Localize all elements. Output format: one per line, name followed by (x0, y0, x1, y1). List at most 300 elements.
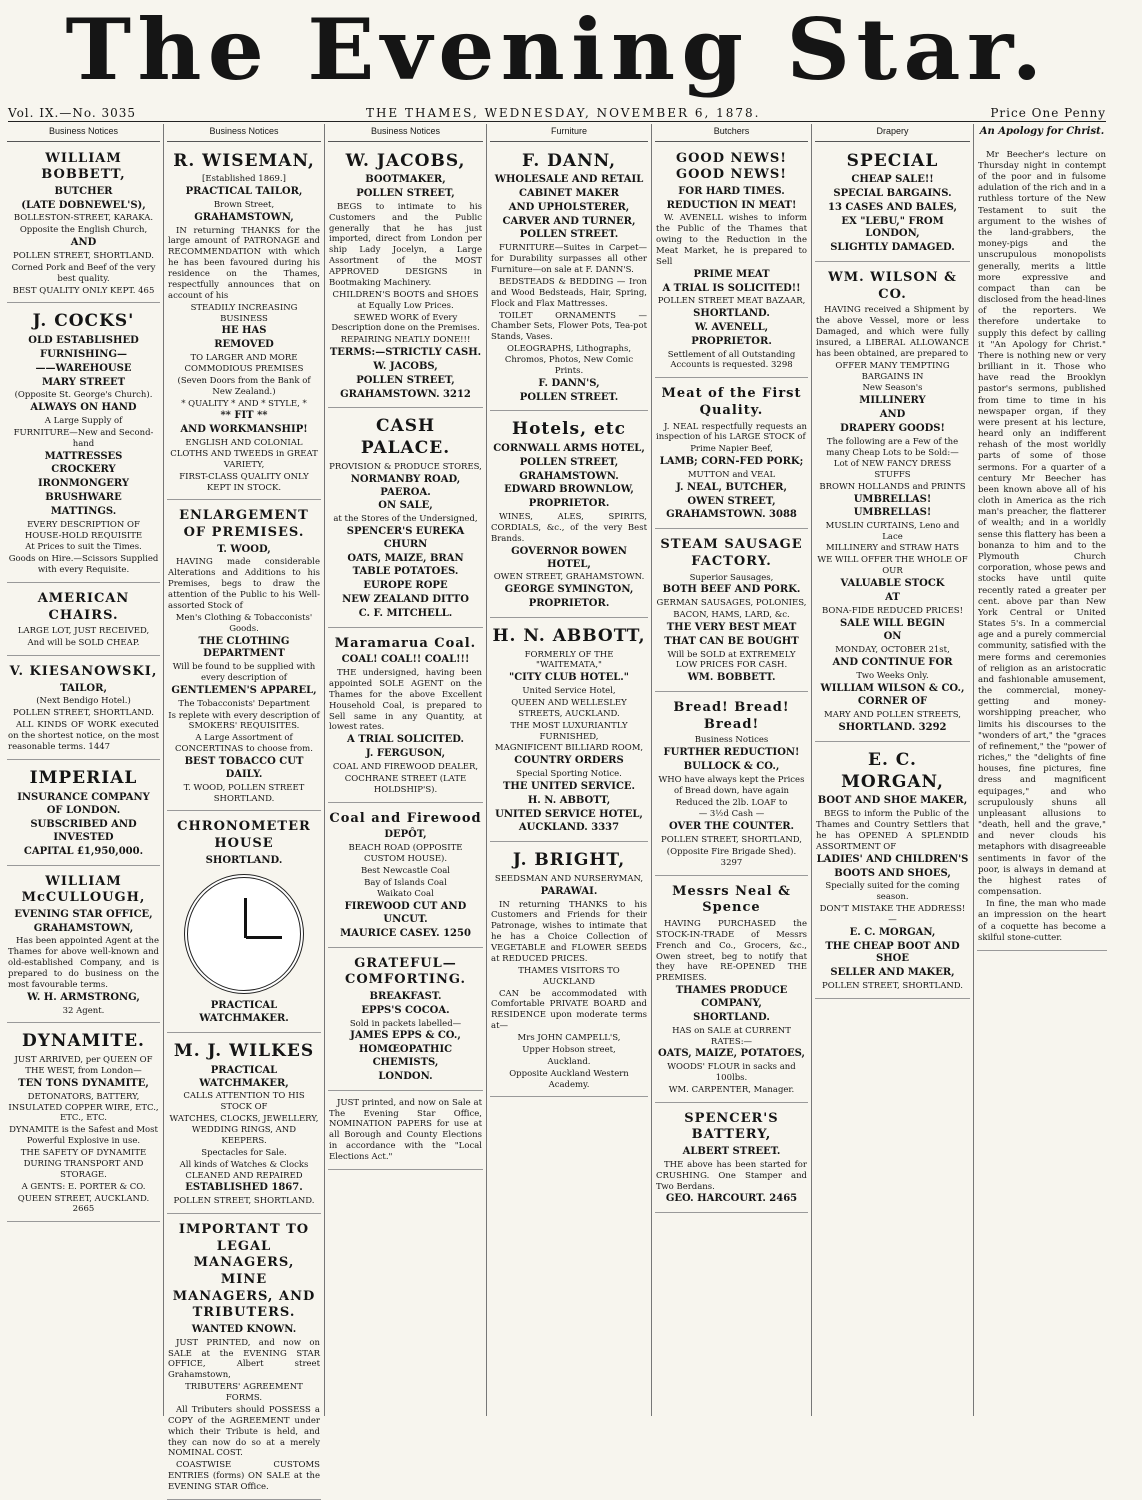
column-header: Furniture (490, 124, 648, 142)
ad-line: Men's Clothing & Tobacconists' Goods. (175, 612, 313, 634)
ad-line: (Opposite St. George's Church). (14, 390, 153, 401)
ad-line: The following are a Few of the many Cheap Lots to be Sold:— (826, 436, 959, 458)
ad-line: NEW ZEALAND DITTO (342, 594, 469, 606)
ad-line: COAL AND FIREWOOD DEALER, (332, 761, 479, 772)
ad-line: WATCHES, CLOCKS, JEWELLERY, WEDDING RINGS, AND KEEPERS. (169, 1114, 319, 1146)
ad-line: MATTINGS. (50, 505, 117, 517)
ad-line: JAMES EPPS & CO., (350, 1030, 461, 1042)
ad-line: POLLEN STREET MEAT BAZAAR, (657, 296, 806, 307)
ad-line: VALUABLE STOCK (840, 578, 945, 590)
ad-line: CORNWALL ARMS HOTEL, (493, 443, 645, 455)
ad-line: Spectacles for Sale. (201, 1147, 287, 1158)
ad-line: A TRIAL IS SOLICITED!! (662, 282, 801, 294)
ad-line: FORMERLY OF THE "WAITEMATA," (524, 649, 614, 671)
ad-line: QUEEN AND WELLESLEY STREETS, AUCKLAND. (511, 697, 627, 719)
ad-line: THE above has been started for CRUSHING. One Stamper and Two Berdans. (656, 1159, 807, 1192)
ad-line: BUTCHER (54, 185, 113, 197)
ad-line: And will be SOLD CHEAP. (27, 638, 140, 649)
advertisement (655, 532, 808, 692)
ad-title: STEAM SAUSAGE FACTORY. (660, 537, 803, 569)
ad-title: E. C. MORGAN, (841, 749, 944, 792)
ad-line: REMOVED (214, 339, 274, 351)
ad-title: M. J. WILKES (173, 1041, 315, 1062)
ad-line: Prime Napier Beef, (690, 444, 773, 455)
ad-title: J. BRIGHT, (512, 850, 626, 871)
ad-line: POLLEN STREET, (519, 456, 619, 468)
ad-line: EVENING STAR OFFICE, (14, 908, 153, 920)
ad-line: Mr Beecher's lecture on Thursday night in contempt of the poor and in fulsome adulation of the rich and in a ruthless torture of the New Testament to suit the argument to the wishes of the land-grabbers, the money-pigs and the unscrupulous monopolists generally, merits a little more expressive and compact than can be disclosed from the head-lines of the reporters. We therefore undertake to supply this defect by calling it "An Apology for Christ." There is nothing new or very brilliant in it. Those who have read the Brooklyn pastor's sermons, published from time to time in his newspaper organ, if they were present at his lecture, heard only an indifferent rehash of the most worldly parts of some of those sermons. For a quarter of a century Mr Beecher has been known above all of his cloth in America as the rich man's preacher, the flatterer of wealth; and in a worldly sense this flattery has been a bonanza to him and to the Plymouth Church corporation, whose pews and stocks have until quite recently rated a greater per cent. above par than New York Central or United States 5's. In a commercial age and a purely commercial community, satisfied with the mere forms and ceremonies of religion as an aristocratic and fashionable amusement, the commercial, money-getting and money-worshipping preacher, who limits his discourses to the "wonders of art," the "graces of refinement," the "power of riches," the "delights of fine houses, fine pictures, fine dress and magnificent equipages," and who scrupulously shuns all unpleasant allusions to "death, hell and the grave," and never clouds his metaphors with disagreeable sentiments in favor of the poor, is always in demand at the highest rates of compensation. (978, 149, 1106, 898)
ad-line: The Tobacconists' Department (178, 698, 310, 709)
ad-line: ALWAYS ON HAND (30, 402, 137, 414)
ad-line: ——WAREHOUSE (35, 362, 132, 374)
ad-line: W. JACOBS, (373, 361, 438, 373)
ad-line: W. H. ARMSTRONG, (27, 991, 140, 1003)
ad-line: (Next Bendigo Hotel.) (36, 696, 131, 707)
column-header: Business Notices (7, 124, 160, 142)
ad-line: GRAHAMSTOWN. (519, 470, 619, 482)
ad-line: TOILET ORNAMENTS — Chamber Sets, Flower Pots, Tea-pot Stands, Vases. (491, 310, 647, 343)
ad-line: Opposite the English Church, (19, 225, 148, 236)
column-header: Business Notices (167, 124, 321, 142)
advertisement (328, 631, 483, 803)
columns-container (4, 124, 1110, 1493)
ad-line: Sold in packets labelled— (349, 1018, 462, 1029)
ad-line: 13 CASES AND BALES, (828, 201, 957, 213)
ad-line: J. FERGUSON, (365, 748, 446, 760)
column-header: Drapery (815, 124, 970, 142)
ad-line: SALE WILL BEGIN (840, 617, 945, 629)
ad-line: GENTLEMEN'S APPAREL, (171, 684, 317, 696)
ad-line: LONDON. (378, 1070, 433, 1082)
ad-line: BOOT AND SHOE MAKER, (817, 795, 968, 807)
ad-line: MATTRESSES (44, 450, 123, 462)
ad-line: Is replete with every description of SMOKERS' REQUISITES. (168, 710, 320, 732)
ad-line: CAPITAL £1,950,000. (23, 845, 144, 857)
ad-title: SPENCER'S BATTERY, (684, 1110, 779, 1143)
ad-line: Lot of NEW FANCY DRESS STUFFS (833, 459, 952, 481)
column-header: Business Notices (328, 124, 483, 142)
ad-line: PROPRIETOR. (691, 335, 772, 347)
ad-line: BEST QUALITY ONLY KEPT. 465 (12, 285, 155, 296)
ad-line: WHOLESALE AND RETAIL (494, 174, 644, 186)
ad-line: CHEAP SALE!! (851, 174, 934, 186)
ad-line: TAILOR, (60, 682, 107, 694)
ad-line: Special Sporting Notice. (516, 769, 622, 780)
ad-line: NORMANBY ROAD, PAEROA. (350, 473, 461, 498)
advertisement (7, 869, 160, 1024)
ad-title: W. JACOBS, (345, 150, 466, 171)
ad-title: DYNAMITE. (22, 1031, 145, 1052)
ad-line: POLLEN STREET, SHORTLAND, (660, 835, 802, 846)
ad-line: REDUCTION IN MEAT! (666, 199, 797, 211)
ad-title: R. WISEMAN, (173, 150, 315, 171)
ad-line: In fine, the man who made an impression on the heart of a coquette has become a skilful stone-cutter. (978, 899, 1106, 943)
ad-line: THE SAFETY OF DYNAMITE DURING TRANSPORT AND STORAGE. (20, 1148, 147, 1180)
ad-line: F. DANN'S, (538, 377, 600, 389)
ad-title: WILLIAM BOBBETT, (41, 150, 126, 183)
ad-line: OVER THE COUNTER. (668, 821, 795, 833)
ad-line: ALL KINDS OF WORK executed on the shortest notice, on the most reasonable terms. 1447 (8, 720, 159, 752)
advertisement (328, 411, 483, 627)
ad-line: ALBERT STREET. (682, 1146, 781, 1158)
ad-title: CHRONOMETER HOUSE (177, 819, 311, 852)
ad-line: All Tributers should POSSESS a COPY of the AGREEMENT under which their Tribute is held, and they can now do so at a merely NOMINAL COST. (168, 1404, 320, 1459)
ad-line: W. AVENELL wishes to inform the Public of the Thames that owing to the Reduction in the Meat Market, he is prepared to Sell (656, 213, 807, 267)
ad-line: THAMES PRODUCE COMPANY, (675, 985, 788, 1010)
ad-line: TABLE POTATOES. (352, 566, 459, 578)
ad-title: H. N. ABBOTT, (492, 625, 646, 646)
ad-line: (Seven Doors from the Bank of New Zealand.) (177, 375, 311, 397)
advertisement (815, 265, 970, 742)
ad-line: Has been appointed Agent at the Thames for above well-known and old-established Company, and is prepared to do business on the most favourable terms. (8, 936, 159, 990)
ad-title: Meat of the First Quality. (661, 386, 802, 418)
volume-number: Vol. IX.—No. 3035 (8, 105, 137, 120)
price: Price One Penny (990, 105, 1106, 120)
ad-line: EUROPE ROPE (363, 580, 448, 592)
column-7 (974, 124, 1110, 1416)
ad-line: CORNER OF (857, 696, 928, 708)
ad-line: BONA-FIDE REDUCED PRICES! (821, 605, 964, 616)
ad-title: F. DANN, (521, 150, 617, 171)
ad-line: ESTABLISHED 1867. (185, 1182, 303, 1194)
ad-title: CASH PALACE. (360, 416, 451, 459)
ad-line: POLLEN STREET. (519, 391, 619, 403)
advertisement (815, 745, 970, 999)
ad-line: SHORTLAND. (693, 308, 770, 320)
ad-line: BEGS to intimate to his Customers and the Public generally that he has just imported, direct from London per ship Lady Jocelyn, a Large Assortment of the MOST APPROVED DESIGNS in Bootmaking Machinery. (329, 201, 482, 288)
ad-line: WHO have always kept the Prices of Bread down, have again (658, 774, 805, 796)
ad-line: QUEEN STREET, AUCKLAND. 2665 (17, 1193, 150, 1215)
ad-line: AND UPHOLSTERER, (508, 201, 630, 213)
advertisement (328, 146, 483, 409)
ad-title: GOOD NEWS! GOOD NEWS! (675, 150, 788, 183)
ad-line: UMBRELLAS! UMBRELLAS! (853, 494, 932, 518)
ad-line: ENGLISH AND COLONIAL CLOTHS AND TWEEDS in GREAT VARIETY, (170, 438, 318, 470)
ad-line: JUST ARRIVED, per QUEEN OF THE WEST, from London— (14, 1055, 153, 1077)
ad-line: FURNITURE—New and Second-hand (13, 427, 154, 449)
column-1 (4, 124, 164, 1416)
ad-title: AMERICAN CHAIRS. (37, 591, 130, 623)
ad-line: SLIGHTLY DAMAGED. (830, 242, 955, 254)
ad-line: HAVING received a Shipment by the above Vessel, more or less Damaged, and which were fully insured, a LIBERAL ALLOWANCE has been obtained, are prepared to (816, 305, 969, 359)
ad-line: BOOTMAKER, (365, 174, 446, 186)
ad-line: SEWED WORK of Every Description done on the Premises. (331, 312, 480, 334)
ad-line: Best Newcastle Coal (361, 865, 450, 876)
ad-line: W. AVENELL, (694, 322, 769, 333)
ad-line: PROVISION & PRODUCE STORES, (329, 461, 482, 472)
ad-line: POLLEN STREET, SHORTLAND. (821, 980, 963, 991)
ad-line: DON'T MISTAKE THE ADDRESS!— (819, 904, 966, 925)
ad-line: EDWARD BROWNLOW, (504, 484, 634, 496)
ad-line: TERMS:—STRICTLY CASH. (329, 347, 482, 359)
ad-line: HAVING PURCHASED the STOCK-IN-TRADE of Messrs French and Co., Grocers, &c., Owen street, beg to notify that they have RE-OPENED THE PREMISES. (656, 918, 807, 984)
ad-line: Reduced the 2lb. LOAF to (675, 797, 788, 808)
ad-line: AT (885, 591, 900, 603)
newspaper-title: The Evening Star. (65, 0, 1049, 99)
advertisement (490, 146, 648, 412)
ad-line: SELLER AND MAKER, (830, 967, 955, 979)
ad-line: United Service Hotel, (522, 686, 616, 697)
ad-line: IN returning THANKS for the large amount of PATRONAGE and RECOMMENDATION with which he has been favoured during his residence on the Thames, respectfully announces that on account of his (168, 225, 320, 301)
ad-line: COCHRANE STREET (LATE HOLDSHIP'S). (344, 773, 467, 795)
ad-line: SEEDSMAN AND NURSERYMAN, (494, 873, 644, 884)
ad-line: DRAPERY GOODS! (840, 422, 945, 434)
ad-line: BREAKFAST. (369, 990, 442, 1002)
advertisement (7, 146, 160, 304)
ad-line: Upper Hobson street, (522, 1044, 616, 1055)
advertisement (167, 1036, 321, 1214)
ad-line: AND CONTINUE FOR (832, 656, 953, 668)
ad-line: BOOTS AND SHOES, (834, 867, 951, 879)
ad-line: SHORTLAND. (693, 1011, 770, 1023)
advertisement (655, 1106, 808, 1213)
ad-line: AND WORKMANSHIP! (180, 424, 308, 436)
ad-title: J. COCKS' (32, 311, 135, 332)
column-3 (325, 124, 487, 1416)
ad-line: GRAHAMSTOWN. 3088 (666, 509, 797, 521)
ad-line: Corned Pork and Beef of the very best quality. (11, 262, 156, 284)
ad-line: "CITY CLUB HOTEL." (509, 672, 629, 684)
ad-line: OFFER MANY TEMPTING BARGAINS IN (835, 360, 950, 382)
advertisement (655, 381, 808, 529)
advertisement (655, 879, 808, 1103)
ad-line: OF LONDON. (46, 805, 121, 817)
ad-line: SPECIAL BARGAINS. (833, 188, 952, 200)
ad-line: PRIME MEAT (693, 268, 770, 280)
advertisement (815, 146, 970, 263)
ad-line: ** FIT ** (220, 410, 268, 422)
ad-title: V. KIESANOWSKI, (9, 664, 158, 679)
ad-line: — 3½d Cash — (698, 809, 765, 820)
ad-line: WILLIAM WILSON & CO., (820, 682, 965, 694)
ad-line: WM. CARPENTER, Manager. (668, 1084, 795, 1095)
ad-line: FURTHER REDUCTION! (663, 747, 800, 759)
ad-line: At Prices to suit the Times. (25, 542, 142, 553)
ad-title: Bread! Bread! Bread! (673, 700, 790, 732)
ad-line: CABINET MAKER (519, 188, 619, 200)
advertisement (7, 763, 160, 866)
column-5 (652, 124, 812, 1416)
advertisement (7, 586, 160, 656)
ad-line: A Large Assortment of CONCERTINAS to choose from. (175, 733, 313, 755)
ad-line: OWEN STREET, (687, 495, 776, 507)
ad-line: GRAHAMSTOWN, (194, 211, 294, 223)
ad-line: BEST TOBACCO CUT DAILY. (184, 756, 304, 780)
advertisement (7, 306, 160, 583)
ad-line: LARGE LOT, JUST RECEIVED, (17, 626, 150, 637)
ad-line: GEO. HARCOURT. 2465 (665, 1193, 798, 1205)
ad-line: AND (70, 237, 97, 249)
ad-line: BULLOCK & CO., (683, 761, 780, 773)
ad-line: Auckland. (547, 1056, 591, 1067)
ad-line: SPENCER'S EUREKA CHURN (346, 526, 465, 550)
ad-line: FURNITURE—Suites in Carpet—for Durability surpasses all other Furniture—on sale at F. DANN'S. (491, 243, 647, 275)
ad-line: TRIBUTERS' AGREEMENT FORMS. (185, 1382, 303, 1404)
ad-line: PROPRIETOR. (528, 597, 610, 609)
ad-line: E. C. MORGAN, (849, 926, 936, 938)
ad-line: OATS, MAIZE, BRAN (347, 552, 464, 564)
ad-line: * QUALITY * AND * STYLE, * (181, 398, 307, 409)
ad-line: CHILDREN'S BOOTS and SHOES at Equally Low Prices. (332, 289, 479, 311)
ad-title: ENLARGEMENT OF PREMISES. (179, 508, 309, 541)
ad-line: Mrs JOHN CAMPELL'S, (517, 1033, 621, 1044)
ad-line: GRAHAMSTOWN. 3212 (340, 388, 471, 400)
ad-line: MILLINERY (859, 395, 926, 407)
ad-line: PRACTICAL WATCHMAKER, (199, 1064, 289, 1089)
advertisement (167, 814, 321, 1033)
ad-line: A GENTS: E. PORTER & CO. (21, 1181, 146, 1192)
ad-title: Messrs Neal & Spence (672, 883, 791, 916)
ad-title: IMPORTANT TO LEGAL MANAGERS, MINE MANAGERS, AND TRIBUTERS. (172, 1222, 316, 1321)
advertisement (490, 414, 648, 617)
ad-line: Opposite Auckland Western Academy. (509, 1068, 629, 1090)
ad-line: BOLLESTON-STREET, KARAKA. (13, 213, 154, 224)
ad-line: T. WOOD, POLLEN STREET SHORTLAND. (183, 782, 305, 804)
ad-line: FIRST-CLASS QUALITY ONLY KEPT IN STOCK. (179, 471, 309, 493)
ad-line: BROWN HOLLANDS and PRINTS (819, 482, 966, 493)
advertisement (7, 659, 160, 760)
ad-line: BEACH ROAD (OPPOSITE CUSTOM HOUSE). (348, 842, 463, 864)
ad-line: HAS on SALE at CURRENT RATES:— (672, 1025, 791, 1047)
column-2 (164, 124, 325, 1493)
ad-line: FIREWOOD CUT AND UNCUT. (344, 901, 467, 926)
ad-line: EVERY DESCRIPTION OF HOUSE-HOLD REQUISITE (24, 519, 143, 541)
ad-line: A TRIAL SOLICITED. (346, 734, 465, 746)
clock-icon (184, 874, 304, 994)
ad-line: (LATE DOBNEWEL'S), (21, 199, 146, 211)
ad-line: POLLEN STREET, (356, 188, 455, 200)
ad-line: PROPRIETOR. (528, 498, 610, 510)
ad-line: IRONMONGERY (37, 478, 130, 490)
ad-title: WM. WILSON & CO. (828, 270, 957, 302)
ad-line: POLLEN STREET. (519, 229, 619, 241)
ad-line: TEN TONS DYNAMITE, (18, 1077, 149, 1089)
ad-line: CROCKERY (51, 464, 116, 476)
ad-line: WM. BOBBETT. (687, 672, 776, 684)
ad-line: JUST printed, and now on Sale at The Evening Star Office, NOMINATION PAPERS for use at all Borough and County Elections in accordance with the "Local Elections Act." (329, 1097, 482, 1162)
advertisement (328, 806, 483, 948)
ad-line: PARAWAI. (540, 885, 598, 897)
ad-line: [Established 1869.] (202, 174, 286, 185)
ad-line: THE undersigned, having been appointed SOLE AGENT on the Thames for the above Excellent Household Coal, is prepared to Sell same in any Quantity, at lowest rates. (329, 668, 482, 733)
advertisement (167, 146, 321, 501)
ad-line: POLLEN STREET, SHORTLAND. (173, 1196, 315, 1207)
ad-line: OLD ESTABLISHED (28, 335, 139, 347)
ad-line: FURNISHING— (40, 348, 127, 360)
ad-line: at the Stores of the Undersigned, (333, 514, 478, 525)
dateline-bar (8, 104, 1106, 122)
ad-line: PRACTICAL TAILOR, (185, 186, 303, 198)
ad-line: MAURICE CASEY. 1250 (340, 927, 471, 939)
ad-line: STEADILY INCREASING BUSINESS (190, 302, 298, 324)
ad-line: J. NEAL respectfully requests an inspection of his LARGE STOCK of (656, 421, 807, 443)
column-header: An Apology for Christ. (979, 126, 1105, 137)
ad-line: MONDAY, OCTOBER 21st, (835, 645, 950, 656)
ad-line: BACON, HAMS, LARD, &c. (673, 610, 790, 621)
advertisement (328, 951, 483, 1091)
advertisement (167, 503, 321, 811)
ad-line: All kinds of Watches & Clocks CLEANED AND REPAIRED (179, 1159, 309, 1181)
ad-line: Settlement of all Outstanding Accounts is requested. 3298 (667, 349, 796, 371)
ad-line: HE HAS (221, 325, 267, 337)
advertisement (655, 146, 808, 379)
ad-line: 32 Agent. (62, 1005, 105, 1016)
dateline: THE THAMES, WEDNESDAY, NOVEMBER 6, 1878. (365, 105, 761, 120)
advertisement (655, 695, 808, 876)
ad-title: Hotels, etc (512, 419, 626, 440)
ad-line: Will be found to be supplied with every description of (172, 662, 316, 684)
ad-line: LADIES' AND CHILDREN'S (816, 853, 969, 865)
ad-line: T. WOOD, (217, 543, 271, 555)
column-header: Butchers (655, 124, 808, 142)
ad-line: GERMAN SAUSAGES, POLONIES, (656, 598, 807, 609)
ad-title: Maramarua Coal. (334, 635, 477, 651)
ad-line: J. NEAL, BUTCHER, (676, 481, 787, 493)
ad-line: THAT CAN BE BOUGHT (664, 635, 799, 647)
ad-line: AUCKLAND. 3337 (518, 822, 620, 834)
advertisement (167, 1217, 321, 1500)
ad-line: OWEN STREET, GRAHAMSTOWN. (493, 572, 645, 583)
ad-line: MILLINERY and STRAW HATS (825, 543, 960, 554)
ad-line: BEDSTEADS & BEDDING — Iron and Wood Bedsteads, Hair, Spring, Flock and Flax Mattresses. (491, 276, 647, 309)
ad-line: CAN be accommodated with Comfortable PRIVATE BOARD and RESIDENCE upon moderate terms at— (491, 988, 647, 1032)
column-6 (812, 124, 974, 1416)
ad-line: LAMB; CORN-FED PORK; (659, 456, 804, 468)
ad-line: H. N. ABBOTT, (527, 794, 611, 806)
ad-line: AND (879, 409, 906, 421)
ad-line: EPPS'S COCOA. (361, 1004, 450, 1016)
ad-title: WILLIAM McCULLOUGH, (21, 873, 146, 906)
ad-line: BRUSHWARE (45, 492, 122, 504)
ad-line: COUNTRY ORDERS (514, 755, 624, 767)
ad-line: Goods on Hire.—Scissors Supplied with every Requisite. (8, 554, 159, 576)
ad-line: MARY STREET (41, 376, 126, 388)
ad-line: ON SALE, (378, 500, 433, 512)
ad-line: DYNAMITE is the Safest and Most Powerful Explosive in use. (9, 1125, 158, 1147)
ad-line: THAMES VISITORS TO AUCKLAND (518, 965, 620, 987)
ad-line: Brown Street, (213, 199, 275, 210)
ad-line: A Large Supply of (44, 416, 123, 427)
ad-line: REPAIRING NEATLY DONE!!! (340, 335, 471, 346)
ad-line: JUST PRINTED, and now on SALE at the EVENING STAR OFFICE, Albert street Grahamstown, (168, 1337, 320, 1381)
ad-line: Superior Sausages, (689, 572, 774, 583)
ad-line: Business Notices (694, 735, 769, 746)
ad-line: BOTH BEEF AND PORK. (662, 584, 801, 596)
ad-line: MUTTON and VEAL (687, 470, 776, 481)
ad-line: MAGNIFICENT BILLIARD ROOM, (494, 743, 644, 754)
ad-line: UNITED SERVICE HOTEL, (495, 808, 643, 820)
ad-line: THE MOST LUXURIANTLY FURNISHED, (510, 720, 628, 742)
ad-line: New Season's (862, 383, 923, 394)
ad-line: WATCHMAKER. (199, 1013, 289, 1025)
ad-line: POLLEN STREET, SHORTLAND. (12, 250, 154, 261)
ad-line: CARVER AND TURNER, (502, 215, 636, 227)
ad-line: SHORTLAND. 3292 (838, 722, 947, 734)
ad-title: Coal and Firewood (329, 810, 482, 826)
ad-line: BEGS to inform the Public of the Thames and Country Settlers that he has OPENED A SPLENDID ASSORTMENT OF (816, 809, 969, 852)
masthead (0, 0, 1114, 110)
ad-line: Will be SOLD at EXTREMELY LOW PRICES FOR CASH. (667, 649, 796, 671)
ad-line: CALLS ATTENTION TO HIS STOCK OF (183, 1091, 305, 1113)
ad-title: IMPERIAL (29, 767, 138, 788)
ad-line: SHORTLAND. (205, 854, 283, 866)
ad-line: GEORGE SYMINGTON, (504, 584, 634, 596)
column-4 (487, 124, 652, 1416)
ad-line: PRACTICAL (210, 999, 278, 1011)
ad-title: SPECIAL (846, 150, 939, 171)
ad-title: GRATEFUL—COMFORTING. (345, 955, 466, 988)
ad-line: MARY AND POLLEN STREETS, (824, 710, 961, 721)
